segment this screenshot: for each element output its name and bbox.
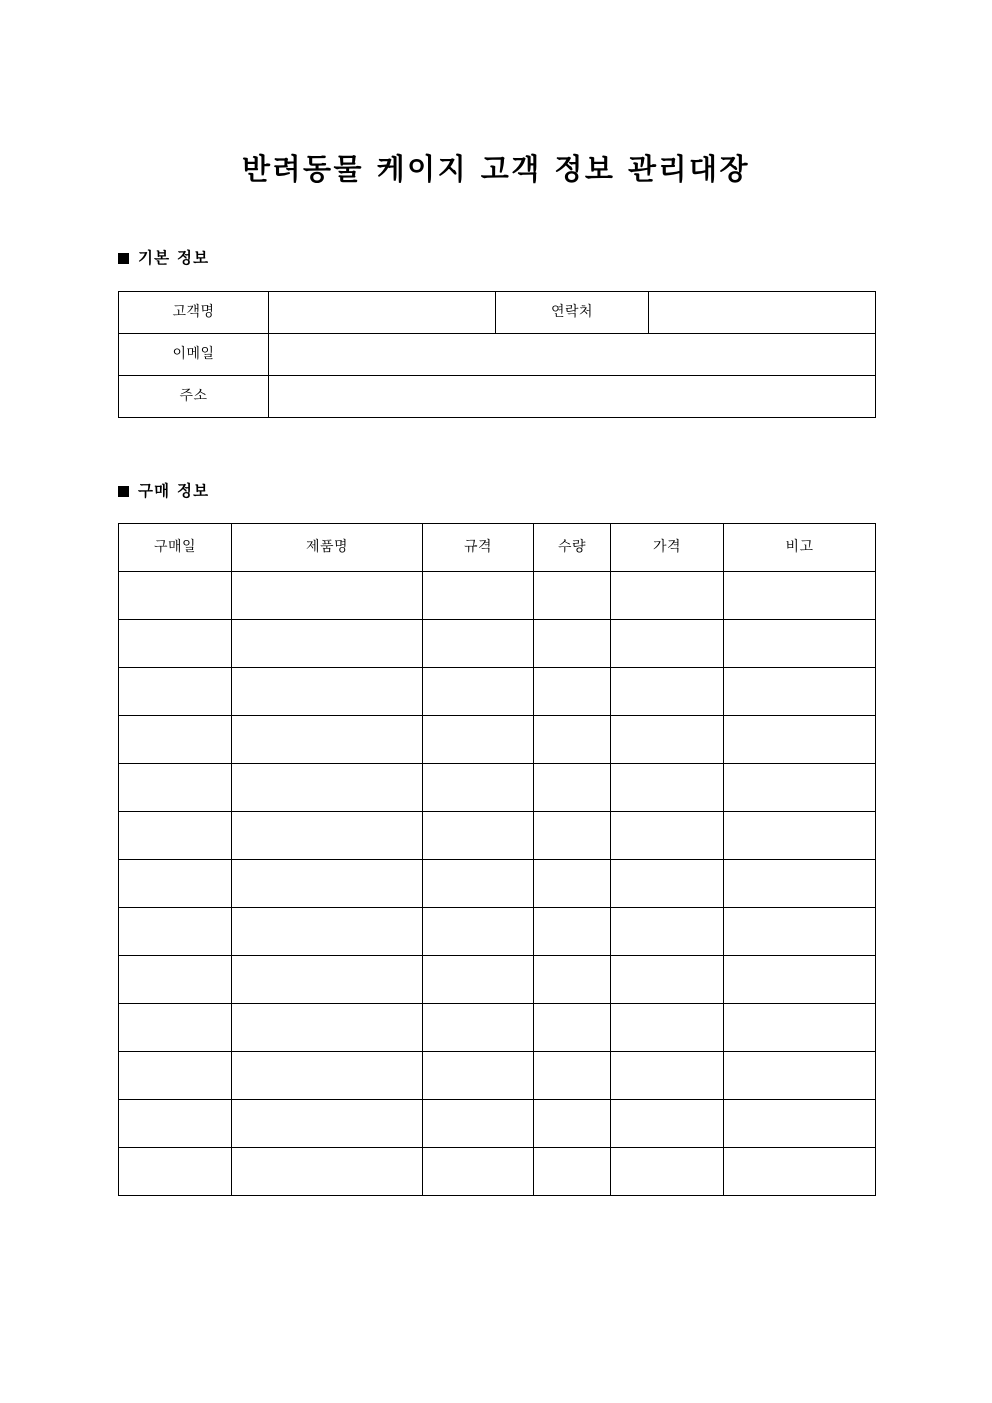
- section-heading-purchase-info: [118, 484, 209, 500]
- table-cell[interactable]: [423, 956, 534, 1004]
- table-cell[interactable]: [423, 1148, 534, 1196]
- table-cell[interactable]: [534, 908, 611, 956]
- table-cell[interactable]: [232, 1004, 423, 1052]
- table-cell[interactable]: [724, 908, 876, 956]
- column-header-2: 규격: [423, 524, 534, 572]
- table-row: [119, 1052, 876, 1100]
- table-row: [119, 572, 876, 620]
- table-cell[interactable]: [611, 764, 724, 812]
- table-row: [119, 716, 876, 764]
- table-cell[interactable]: [119, 908, 232, 956]
- table-cell[interactable]: [119, 1004, 232, 1052]
- table-cell[interactable]: [534, 668, 611, 716]
- table-cell[interactable]: [534, 716, 611, 764]
- table-cell[interactable]: [119, 572, 232, 620]
- table-cell[interactable]: [232, 1052, 423, 1100]
- table-cell[interactable]: [423, 620, 534, 668]
- table-cell[interactable]: [724, 572, 876, 620]
- table-cell[interactable]: [423, 572, 534, 620]
- table-cell[interactable]: [724, 812, 876, 860]
- table-cell[interactable]: [611, 1100, 724, 1148]
- table-cell[interactable]: [119, 812, 232, 860]
- table-row: [119, 860, 876, 908]
- table-row: [119, 956, 876, 1004]
- table-cell[interactable]: [232, 620, 423, 668]
- table-row: [119, 812, 876, 860]
- table-cell[interactable]: [724, 956, 876, 1004]
- column-header-1: 제품명: [232, 524, 423, 572]
- table-cell[interactable]: [611, 620, 724, 668]
- section-heading-basic-info: [118, 251, 209, 267]
- table-cell[interactable]: [423, 668, 534, 716]
- table-cell[interactable]: [119, 956, 232, 1004]
- table-cell[interactable]: [611, 860, 724, 908]
- table-cell[interactable]: [724, 1052, 876, 1100]
- table-cell[interactable]: [232, 860, 423, 908]
- table-cell[interactable]: [232, 812, 423, 860]
- table-cell[interactable]: [119, 860, 232, 908]
- purchase-info-table: [118, 523, 876, 1196]
- field-address[interactable]: [269, 376, 876, 418]
- table-cell[interactable]: [232, 956, 423, 1004]
- table-cell[interactable]: [534, 956, 611, 1004]
- table-cell[interactable]: [611, 956, 724, 1004]
- table-cell[interactable]: [724, 1148, 876, 1196]
- table-cell[interactable]: [611, 572, 724, 620]
- column-header-0: 구매일: [119, 524, 232, 572]
- table-cell[interactable]: [232, 1148, 423, 1196]
- page-title: 반려동물 케이지 고객 정보 관리대장: [241, 152, 751, 187]
- basic-info-table: [118, 291, 876, 418]
- table-row: [119, 764, 876, 812]
- square-bullet-icon: [118, 486, 129, 497]
- table-row-address: [119, 376, 876, 418]
- table-cell[interactable]: [423, 1100, 534, 1148]
- table-cell[interactable]: [534, 620, 611, 668]
- table-cell[interactable]: [724, 620, 876, 668]
- table-cell[interactable]: [611, 1004, 724, 1052]
- table-row-email: [119, 334, 876, 376]
- square-bullet-icon: [118, 253, 129, 264]
- table-cell[interactable]: [534, 1052, 611, 1100]
- section-heading-basic-info-label: 기본 정보: [138, 249, 210, 267]
- table-cell[interactable]: [611, 716, 724, 764]
- column-header-4: 가격: [611, 524, 724, 572]
- table-cell[interactable]: [423, 908, 534, 956]
- table-cell[interactable]: [423, 764, 534, 812]
- table-cell[interactable]: [534, 764, 611, 812]
- table-cell[interactable]: [232, 1100, 423, 1148]
- table-cell[interactable]: [724, 1004, 876, 1052]
- table-cell[interactable]: [119, 620, 232, 668]
- table-cell[interactable]: [423, 812, 534, 860]
- purchase-table-body: [119, 572, 876, 1196]
- table-cell[interactable]: [423, 860, 534, 908]
- table-cell[interactable]: [232, 716, 423, 764]
- table-row: [119, 1004, 876, 1052]
- field-email[interactable]: [269, 334, 876, 376]
- table-cell[interactable]: [534, 1004, 611, 1052]
- table-cell[interactable]: [724, 1100, 876, 1148]
- table-cell[interactable]: [232, 764, 423, 812]
- table-row: [119, 668, 876, 716]
- table-cell[interactable]: [534, 1148, 611, 1196]
- table-cell[interactable]: [119, 764, 232, 812]
- table-row: [119, 1100, 876, 1148]
- table-cell[interactable]: [724, 716, 876, 764]
- table-cell[interactable]: [423, 716, 534, 764]
- table-cell[interactable]: [724, 668, 876, 716]
- table-cell[interactable]: [534, 1100, 611, 1148]
- table-cell[interactable]: [534, 572, 611, 620]
- table-cell[interactable]: [534, 860, 611, 908]
- table-cell[interactable]: [724, 860, 876, 908]
- table-cell[interactable]: [119, 1100, 232, 1148]
- table-cell[interactable]: [119, 668, 232, 716]
- table-cell[interactable]: [119, 1148, 232, 1196]
- table-cell[interactable]: [232, 668, 423, 716]
- label-contact: 연락처: [496, 292, 649, 334]
- field-contact[interactable]: [649, 292, 876, 334]
- purchase-table-header: [119, 524, 876, 572]
- label-email: 이메일: [119, 334, 269, 376]
- table-cell[interactable]: [232, 572, 423, 620]
- table-cell[interactable]: [534, 812, 611, 860]
- column-header-3: 수량: [534, 524, 611, 572]
- field-customer-name[interactable]: [269, 292, 496, 334]
- section-heading-purchase-info-label: 구매 정보: [138, 482, 210, 500]
- table-cell[interactable]: [423, 1004, 534, 1052]
- table-cell[interactable]: [119, 1052, 232, 1100]
- table-row: [119, 620, 876, 668]
- table-cell[interactable]: [611, 1052, 724, 1100]
- table-header-row: [119, 524, 876, 572]
- table-row-customer-name: [119, 292, 876, 334]
- label-customer-name: 고객명: [119, 292, 269, 334]
- table-cell[interactable]: [423, 1052, 534, 1100]
- table-cell[interactable]: [119, 716, 232, 764]
- table-row: [119, 908, 876, 956]
- table-cell[interactable]: [611, 1148, 724, 1196]
- table-cell[interactable]: [724, 764, 876, 812]
- column-header-5: 비고: [724, 524, 876, 572]
- table-cell[interactable]: [611, 812, 724, 860]
- label-address: 주소: [119, 376, 269, 418]
- table-row: [119, 1148, 876, 1196]
- table-cell[interactable]: [611, 668, 724, 716]
- table-cell[interactable]: [611, 908, 724, 956]
- table-cell[interactable]: [232, 908, 423, 956]
